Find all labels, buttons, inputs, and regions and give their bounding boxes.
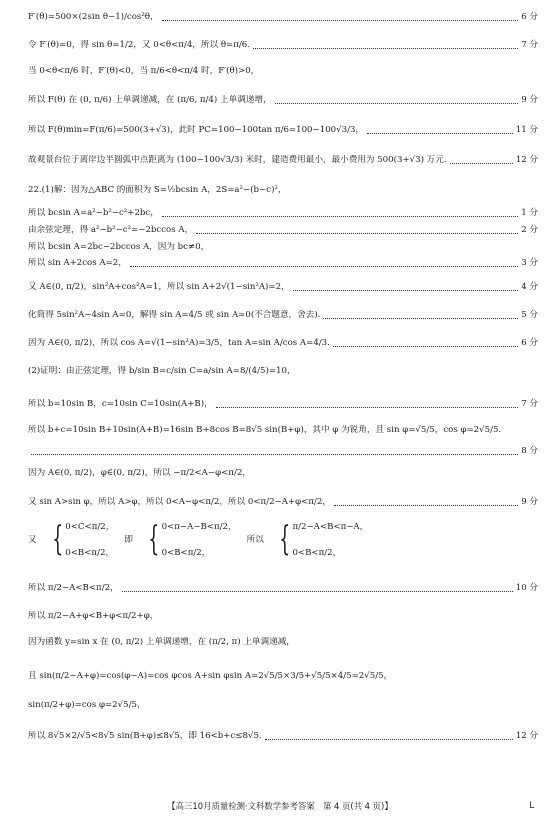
leader-dots [265, 739, 513, 740]
leader-dots [275, 103, 519, 104]
score-label: 7 分 [521, 40, 538, 50]
leader-dots [450, 163, 513, 164]
answer-line [28, 637, 538, 648]
leader-dots [367, 133, 513, 134]
line-text: 所以 8√5×2/√5<8√5 sin(B+φ)≤8√5，即 16<b+c≤8√5. [28, 731, 262, 741]
answer-line [28, 66, 538, 77]
answer-line [28, 282, 538, 293]
corner-mark: L [529, 800, 534, 810]
score-label: 1 分 [521, 208, 538, 218]
line-text: 所以 π/2−A+φ<B+φ<π/2+φ， [28, 611, 159, 621]
line-text: 因为 A∈(0, π/2)，φ∈(0, π/2)，所以 −π/2<A−φ<π/2， [28, 468, 251, 478]
system-2: { 0<π−A−B<π/2， 0<B<π/2， [148, 519, 237, 559]
system-1: { 0<C<π/2， 0<B<π/2， [52, 519, 115, 559]
leader-dots [333, 346, 518, 347]
score-label: 3 分 [521, 258, 538, 268]
answer-line [28, 125, 538, 136]
line-text: 由余弦定理，得 a²−b²−c²=−2bccos A， [28, 225, 194, 235]
answer-line [28, 700, 538, 711]
answer-line [28, 12, 538, 23]
score-label: 12 分 [515, 155, 538, 165]
answer-line [28, 611, 538, 622]
answer-line [28, 583, 538, 594]
leader-dots [323, 318, 518, 319]
answer-line [28, 446, 538, 457]
line-text: 22.(1)解：因为△ABC 的面积为 S=½bcsin A，2S=a²−(b−c)²， [28, 185, 287, 195]
inequality-system [28, 520, 368, 558]
line-text: 所以 bcsin A=2bc−2bccos A，因为 bc≠0， [28, 242, 210, 252]
line-text: 所以 F(θ)min=F(π/6)=500(3+√3)，此时 PC=100−100tan π/6=100−100√3/3， [28, 125, 365, 135]
score-label: 11 分 [515, 125, 538, 135]
answer-line [28, 731, 538, 742]
leader-dots [216, 407, 519, 408]
score-label: 7 分 [521, 399, 538, 409]
line-text: 因为 A∈(0, π/2)，所以 cos A=√(1−sin²A)=3/5，tan A=sin A/cos A=4/3. [28, 338, 330, 348]
system-1-row: 0<B<π/2， [65, 548, 115, 558]
answer-line [28, 468, 538, 479]
score-label: 4 分 [521, 282, 538, 292]
answer-line [28, 425, 538, 436]
system-3: { π/2−A<B<π−A， 0<B<π/2， [279, 519, 369, 559]
line-text: 当 0<θ<π/6 时，F′(θ)<0，当 π/6<θ<π/4 时，F′(θ)>0， [28, 66, 260, 76]
system-1-row: 0<C<π/2， [65, 522, 115, 532]
system-lead: 又 [28, 535, 37, 545]
score-label: 12 分 [515, 731, 538, 741]
line-text: 又 A∈(0, π/2)，sin²A+cos²A=1，所以 sin A+2√(1−sin²A)=2， [28, 282, 290, 292]
line-text: 所以 sin A+2cos A=2， [28, 258, 127, 268]
score-label: 9 分 [521, 95, 538, 105]
leader-dots [162, 20, 519, 21]
leader-dots [196, 233, 518, 234]
line-text: 所以 π/2−A<B<π/2， [28, 583, 119, 593]
line-text: 化简得 5sin²A−4sin A=0，解得 sin A=4/5 或 sin A=0(不合题意，舍去). [28, 310, 321, 320]
leader-dots [31, 454, 518, 455]
answer-line [28, 242, 538, 253]
answer-line [28, 40, 538, 51]
leader-dots [162, 216, 518, 217]
line-text: 因为函数 y=sin x 在 (0, π/2) 上单调递增，在 (π/2, π) 上单调递减， [28, 637, 295, 647]
answer-line [28, 155, 538, 166]
answer-line [28, 310, 538, 321]
leader-dots [130, 266, 518, 267]
system-mid: 所以 [246, 535, 264, 545]
answer-line [28, 208, 538, 219]
line-text: 所以 bcsin A=a²−b²−c²+2bc， [28, 208, 159, 218]
line-text: 又 sin A>sin φ，所以 A>φ，所以 0<A−φ<π/2，所以 0<π/2−A+φ<π/2， [28, 497, 331, 507]
score-label: 2 分 [521, 225, 538, 235]
line-text: F′(θ)=500×(2sin θ−1)/cos²θ， [28, 12, 159, 22]
system-3-row: 0<B<π/2， [292, 548, 342, 558]
leader-dots [334, 505, 518, 506]
answer-line [28, 258, 538, 269]
page-footer: 【高三10月质量检测·文科数学参考答案 第 4 页(共 4 页)】 [167, 801, 393, 811]
line-text: 令 F′(θ)=0，得 sin θ=1/2，又 0<θ<π/4，所以 θ=π/6. [28, 40, 250, 50]
answer-line [28, 95, 538, 106]
line-text: 所以 b+c=10sin B+10sin(A+B)=16sin B+8cos B=8√5 sin(B+φ)，其中 φ 为锐角，且 sin φ=√5/5，cos φ=2√5/5. [28, 425, 502, 435]
answer-line [28, 399, 538, 410]
line-text: 且 sin(π/2−A+φ)=cos(φ−A)=cos φcos A+sin φsin A=2√5/5×3/5+√5/5×4/5=2√5/5， [28, 671, 393, 681]
score-label: 10 分 [515, 583, 538, 593]
line-text: sin(π/2+φ)=cos φ=2√5/5， [28, 700, 146, 710]
system-2-row: 0<B<π/2， [161, 548, 211, 558]
line-text: 所以 b=10sin B，c=10sin C=10sin(A+B)， [28, 399, 213, 409]
system-2-row: 0<π−A−B<π/2， [161, 522, 237, 532]
answer-line [28, 185, 538, 196]
system-3-row: π/2−A<B<π−A， [292, 522, 369, 532]
answer-line [28, 497, 538, 508]
leader-dots [253, 48, 518, 49]
line-text: 故观景台位于离岸边半圆弧中点距离为 (100−100√3/3) 米时，建造费用最小，最小费用为 500(3+√3) 万元. [28, 155, 447, 165]
score-label: 8 分 [521, 446, 538, 456]
answer-line [28, 671, 538, 682]
line-text: (2)证明：由正弦定理，得 b/sin B=c/sin C=a/sin A=8/(4/5)=10， [28, 366, 296, 376]
leader-dots [293, 290, 519, 291]
answer-line [28, 366, 538, 377]
score-label: 6 分 [521, 338, 538, 348]
system-mid: 即 [124, 535, 133, 545]
score-label: 9 分 [521, 497, 538, 507]
score-label: 5 分 [521, 310, 538, 320]
score-label: 6 分 [521, 12, 538, 22]
answer-line [28, 338, 538, 349]
leader-dots [122, 591, 513, 592]
line-text: 所以 F(θ) 在 (0, π/6) 上单调递减，在 (π/6, π/4) 上单调递增， [28, 95, 272, 105]
answer-line [28, 225, 538, 236]
